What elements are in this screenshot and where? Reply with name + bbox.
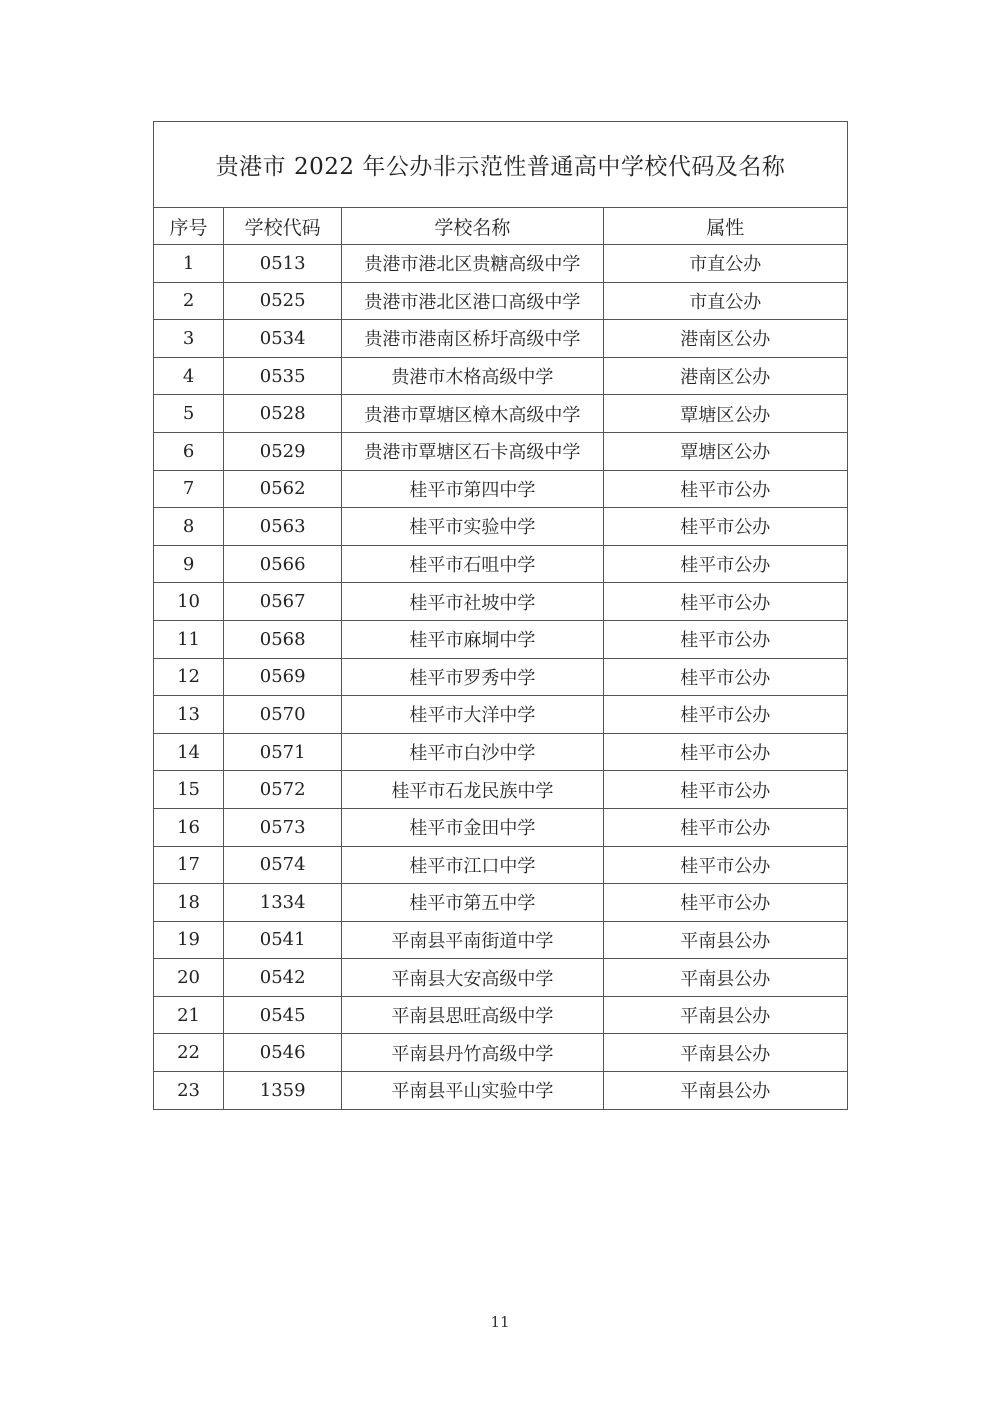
- table-row: [154, 696, 848, 734]
- cell-attribute: 市直公办: [603, 282, 847, 320]
- table-row: [154, 884, 848, 922]
- table-row: [154, 432, 848, 470]
- cell-school-name: 桂平市大洋中学: [342, 696, 603, 734]
- cell-school-name: 平南县平山实验中学: [342, 1072, 603, 1110]
- cell-school-name: 桂平市第四中学: [342, 470, 603, 508]
- cell-serial-number: 4: [154, 357, 224, 395]
- cell-school-code: 0513: [224, 245, 342, 283]
- cell-serial-number: 19: [154, 921, 224, 959]
- cell-serial-number: 8: [154, 508, 224, 546]
- cell-school-name: 贵港市港南区桥圩高级中学: [342, 320, 603, 358]
- cell-attribute: 桂平市公办: [603, 771, 847, 809]
- table-row: [154, 1072, 848, 1110]
- table-row: [154, 996, 848, 1034]
- cell-school-code: 0546: [224, 1034, 342, 1072]
- cell-attribute: 桂平市公办: [603, 846, 847, 884]
- cell-school-name: 桂平市白沙中学: [342, 733, 603, 771]
- header-school-name: 学校名称: [342, 208, 603, 245]
- cell-school-name: 桂平市江口中学: [342, 846, 603, 884]
- cell-school-code: 0545: [224, 996, 342, 1034]
- cell-serial-number: 2: [154, 282, 224, 320]
- cell-school-name: 桂平市麻垌中学: [342, 620, 603, 658]
- cell-school-name: 平南县思旺高级中学: [342, 996, 603, 1034]
- cell-attribute: 平南县公办: [603, 996, 847, 1034]
- cell-school-code: 0569: [224, 658, 342, 696]
- cell-serial-number: 14: [154, 733, 224, 771]
- cell-serial-number: 3: [154, 320, 224, 358]
- cell-school-code: 0572: [224, 771, 342, 809]
- cell-school-name: 平南县大安高级中学: [342, 959, 603, 997]
- cell-attribute: 港南区公办: [603, 357, 847, 395]
- cell-school-name: 贵港市覃塘区石卡高级中学: [342, 432, 603, 470]
- cell-school-name: 平南县丹竹高级中学: [342, 1034, 603, 1072]
- cell-attribute: 桂平市公办: [603, 545, 847, 583]
- cell-school-name: 桂平市石咀中学: [342, 545, 603, 583]
- cell-serial-number: 15: [154, 771, 224, 809]
- table-row: [154, 508, 848, 546]
- cell-school-name: 贵港市港北区贵糖高级中学: [342, 245, 603, 283]
- header-school-code: 学校代码: [224, 208, 342, 245]
- cell-attribute: 覃塘区公办: [603, 395, 847, 433]
- cell-school-name: 桂平市金田中学: [342, 808, 603, 846]
- cell-serial-number: 17: [154, 846, 224, 884]
- cell-attribute: 平南县公办: [603, 959, 847, 997]
- cell-serial-number: 5: [154, 395, 224, 433]
- table-row: [154, 959, 848, 997]
- cell-school-code: 0567: [224, 583, 342, 621]
- cell-attribute: 平南县公办: [603, 1034, 847, 1072]
- cell-school-code: 0529: [224, 432, 342, 470]
- table-row: [154, 846, 848, 884]
- cell-attribute: 桂平市公办: [603, 470, 847, 508]
- cell-attribute: 桂平市公办: [603, 696, 847, 734]
- cell-school-code: 0541: [224, 921, 342, 959]
- school-code-table: [153, 121, 848, 1110]
- table-title: 贵港市 2022 年公办非示范性普通高中学校代码及名称: [154, 122, 848, 208]
- table-row: [154, 545, 848, 583]
- cell-serial-number: 12: [154, 658, 224, 696]
- cell-serial-number: 6: [154, 432, 224, 470]
- cell-school-name: 贵港市覃塘区樟木高级中学: [342, 395, 603, 433]
- cell-attribute: 港南区公办: [603, 320, 847, 358]
- table-row: [154, 357, 848, 395]
- cell-serial-number: 9: [154, 545, 224, 583]
- table-body: [154, 245, 848, 1110]
- table-row: [154, 282, 848, 320]
- cell-attribute: 桂平市公办: [603, 808, 847, 846]
- cell-school-name: 桂平市社坡中学: [342, 583, 603, 621]
- cell-attribute: 桂平市公办: [603, 733, 847, 771]
- cell-serial-number: 11: [154, 620, 224, 658]
- cell-school-name: 桂平市罗秀中学: [342, 658, 603, 696]
- cell-school-code: 0574: [224, 846, 342, 884]
- table-row: [154, 470, 848, 508]
- cell-serial-number: 20: [154, 959, 224, 997]
- table-row: [154, 771, 848, 809]
- cell-attribute: 平南县公办: [603, 1072, 847, 1110]
- cell-school-name: 桂平市石龙民族中学: [342, 771, 603, 809]
- cell-school-code: 0535: [224, 357, 342, 395]
- table-row: [154, 1034, 848, 1072]
- cell-serial-number: 13: [154, 696, 224, 734]
- table-row: [154, 245, 848, 283]
- page-number: 11: [490, 1313, 510, 1331]
- table-row: [154, 921, 848, 959]
- cell-school-code: 0570: [224, 696, 342, 734]
- cell-school-code: 0571: [224, 733, 342, 771]
- cell-school-code: 0568: [224, 620, 342, 658]
- cell-attribute: 桂平市公办: [603, 658, 847, 696]
- table-row: [154, 808, 848, 846]
- table-row: [154, 733, 848, 771]
- cell-attribute: 桂平市公办: [603, 508, 847, 546]
- cell-school-name: 桂平市实验中学: [342, 508, 603, 546]
- cell-school-code: 0534: [224, 320, 342, 358]
- header-serial-number: 序号: [154, 208, 224, 245]
- cell-serial-number: 22: [154, 1034, 224, 1072]
- cell-school-code: 1334: [224, 884, 342, 922]
- cell-serial-number: 23: [154, 1072, 224, 1110]
- cell-attribute: 桂平市公办: [603, 620, 847, 658]
- cell-school-name: 平南县平南街道中学: [342, 921, 603, 959]
- cell-school-code: 0525: [224, 282, 342, 320]
- table-row: [154, 658, 848, 696]
- table-row: [154, 620, 848, 658]
- header-attribute: 属性: [603, 208, 847, 245]
- cell-attribute: 市直公办: [603, 245, 847, 283]
- cell-school-code: 0566: [224, 545, 342, 583]
- cell-school-code: 0562: [224, 470, 342, 508]
- cell-school-name: 贵港市港北区港口高级中学: [342, 282, 603, 320]
- cell-attribute: 覃塘区公办: [603, 432, 847, 470]
- cell-attribute: 平南县公办: [603, 921, 847, 959]
- cell-school-code: 0573: [224, 808, 342, 846]
- table-row: [154, 583, 848, 621]
- cell-school-code: 0563: [224, 508, 342, 546]
- table-row: [154, 320, 848, 358]
- table-row: [154, 395, 848, 433]
- cell-serial-number: 18: [154, 884, 224, 922]
- cell-serial-number: 16: [154, 808, 224, 846]
- cell-school-name: 桂平市第五中学: [342, 884, 603, 922]
- cell-attribute: 桂平市公办: [603, 583, 847, 621]
- cell-school-name: 贵港市木格高级中学: [342, 357, 603, 395]
- cell-school-code: 1359: [224, 1072, 342, 1110]
- cell-school-code: 0542: [224, 959, 342, 997]
- table-header-row: [154, 208, 848, 245]
- cell-serial-number: 21: [154, 996, 224, 1034]
- cell-school-code: 0528: [224, 395, 342, 433]
- cell-serial-number: 1: [154, 245, 224, 283]
- cell-serial-number: 7: [154, 470, 224, 508]
- cell-attribute: 桂平市公办: [603, 884, 847, 922]
- cell-serial-number: 10: [154, 583, 224, 621]
